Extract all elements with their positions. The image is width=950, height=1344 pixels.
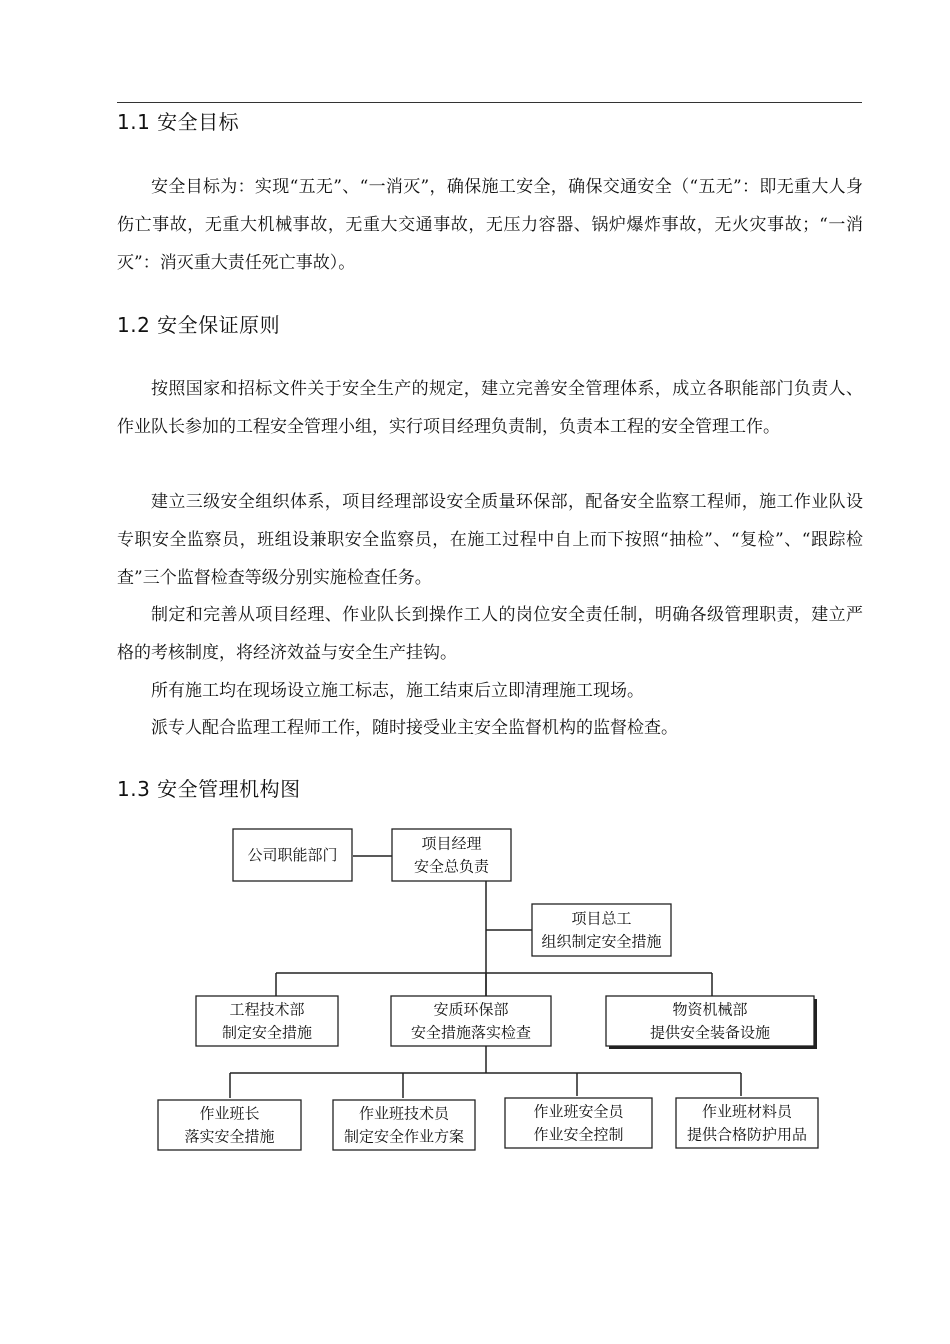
box-label: 作业班安全员 [533,1102,624,1121]
box-label: 作业班技术员 [358,1104,450,1123]
section-heading-1-1: 1.1 安全目标 [117,110,240,134]
box-team-3 [505,1098,652,1148]
box-label: 公司职能部门 [247,846,338,864]
box-company-departments [233,829,352,881]
box-label: 安质环保部 [433,1000,509,1019]
paragraph-principle-2: 建立三级安全组织体系，项目经理部设安全质量环保部，配备安全监察工程师，施工作业队设专职安全监察员，班组设兼职安全监察员，在施工过程中自上而下按照“抽检”、“复检”、“跟踪检查”三个监督检查等级分别实施检查任务。 [117,492,863,588]
section-heading-1-2: 1.2 安全保证原则 [117,313,281,337]
paragraph-principle-5: 派专人配合监理工程师工作，随时接受业主安全监督机构的监督检查。 [151,718,678,738]
box-department-1 [196,996,338,1046]
box-label: 作业班材料员 [701,1102,793,1121]
box-label: 作业班长 [199,1104,260,1123]
paragraph-principle-1: 按照国家和招标文件关于安全生产的规定，建立完善安全管理体系，成立各职能部门负责人、作业队长参加的工程安全管理小组，实行项目经理负责制，负责本工程的安全管理工作。 [117,379,863,437]
box-label: 物资机械部 [672,1000,748,1019]
box-project-manager [392,829,511,881]
box-label: 制定安全作业方案 [343,1127,465,1146]
box-label: 项目经理 [421,834,482,853]
box-team-2 [333,1100,475,1150]
paragraph-safety-goal: 安全目标为：实现“五无”、“一消灭”，确保施工安全，确保交通安全（“五无”：即无重大人身伤亡事故，无重大机械事故，无重大交通事故，无压力容器、锅炉爆炸事故，无火灾事故；“一消灭”：消灭重大责任死亡事故）。 [117,177,863,273]
box-label: 工程技术部 [229,1000,305,1019]
box-department-3 [606,996,817,1049]
box-label: 组织制定安全措施 [541,932,662,951]
box-label: 提供合格防护用品 [686,1125,808,1144]
box-chief-engineer [532,904,671,956]
box-department-2 [391,996,551,1046]
box-team-1 [158,1100,301,1150]
box-label: 安全措施落实检查 [410,1023,532,1042]
box-label: 项目总工 [571,909,632,928]
box-label: 落实安全措施 [184,1127,275,1146]
box-team-4 [676,1098,818,1148]
box-label: 安全总负责 [413,857,490,876]
box-label: 作业安全控制 [533,1125,624,1144]
box-label: 制定安全措施 [221,1023,313,1042]
section-heading-1-3: 1.3 安全管理机构图 [117,777,301,801]
box-label: 提供安全装备设施 [649,1023,771,1042]
paragraph-principle-4: 所有施工均在现场设立施工标志，施工结束后立即清理施工现场。 [151,681,644,701]
paragraph-principle-3: 制定和完善从项目经理、作业队长到操作工人的岗位安全责任制，明确各级管理职责，建立严格的考核制度，将经济效益与安全生产挂钩。 [117,605,863,663]
